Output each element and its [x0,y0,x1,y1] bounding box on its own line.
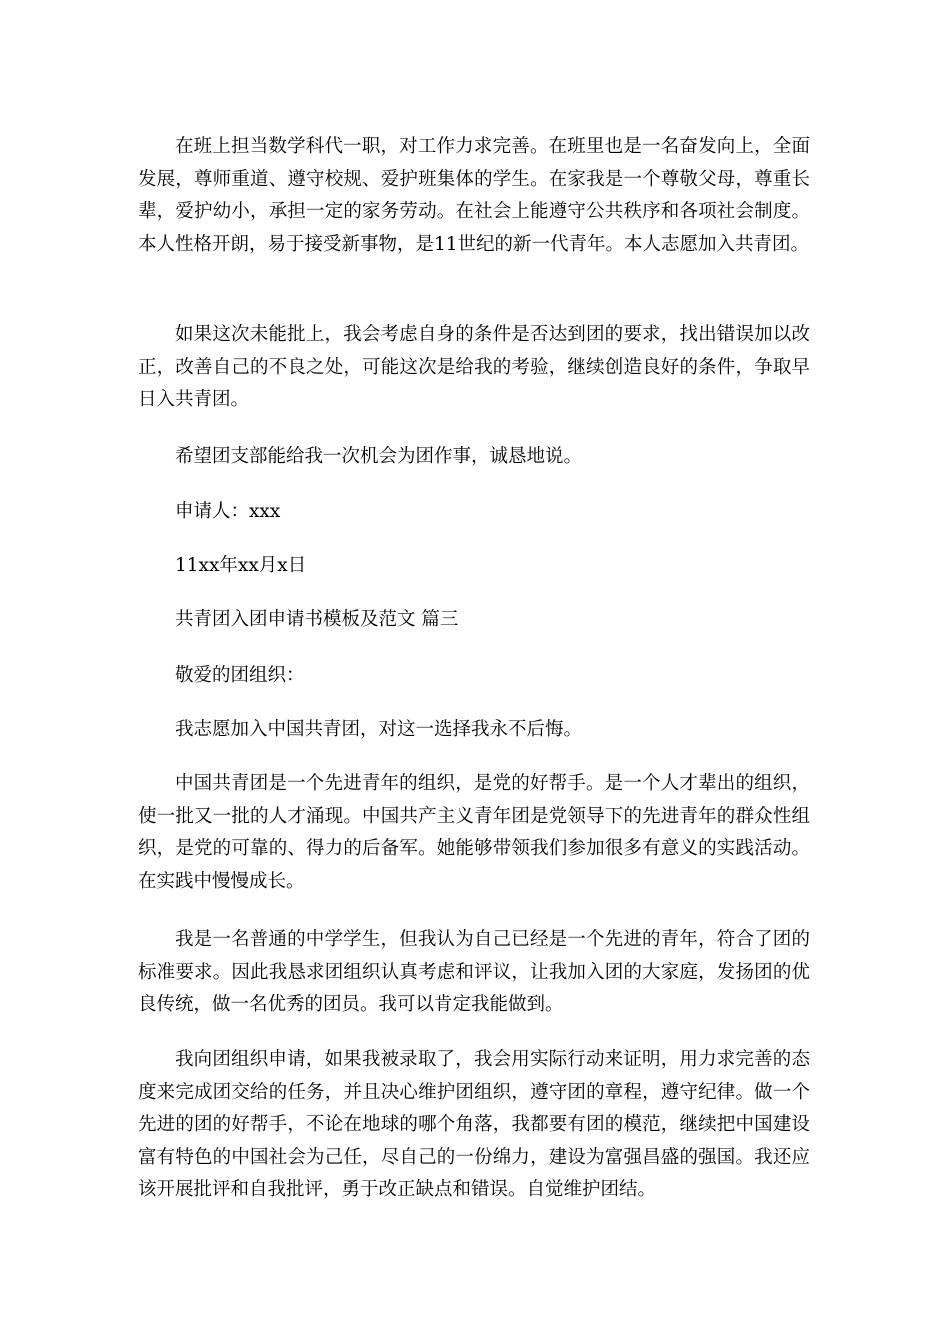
section-heading: 共青团入团申请书模板及范文 篇三 [175,609,459,630]
paragraph-hope-chance: 希望团支部能给我一次机会为团作事，诚恳地说。 [175,446,583,467]
paragraph-about-self: 我是一名普通的中学学生，但我认为自己已经是一个先进的青年，符合了团的标准要求。因此我恳求团组织认真考虑和评议，让我加入团的大家庭，发扬团的优良传统，做一名优秀的团员。我可以肯定我能做到。 [138,929,810,1015]
paragraph-if-not-approved: 如果这次未能批上，我会考虑自身的条件是否达到团的要求，找出错误加以改正，改善自己的不良之处，可能这次是给我的考验，继续创造良好的条件，争取早日入共青团。 [138,324,810,410]
paragraph-commitment: 我向团组织申请，如果我被录取了，我会用实际行动来证明，用力求完善的态度来完成团交给的任务，并且决心维护团组织，遵守团的章程，遵守纪律。做一个先进的团的好帮手，不论在地球的哪个角落，我都要有团的模范，继续把中国建设富有特色的中国社会为己任，尽自己的一份绵力，建设为富强昌盛的强国。我还应该开展批评和自我批评，勇于改正缺点和错误。自觉维护团结。 [138,1049,810,1200]
date-line: 11xx年xx月x日 [175,555,307,576]
salutation: 敬爱的团组织： [175,665,305,686]
paragraph-volunteer-statement: 我志愿加入中国共青团，对这一选择我永不后悔。 [175,719,583,740]
paragraph-about-league: 中国共青团是一个先进青年的组织，是党的好帮手。是一个人才辈出的组织，使一批又一批的人才涌现。中国共产主义青年团是党领导下的先进青年的群众性组织，是党的可靠的、得力的后备军。她能够带领我们参加很多有意义的实践活动。在实践中慢慢成长。 [138,773,810,892]
paragraph-self-introduction: 在班上担当数学科代一职，对工作力求完善。在班里也是一名奋发向上，全面发展，尊师重道、遵守校规、爱护班集体的学生。在家我是一个尊敬父母，尊重长辈，爱护幼小，承担一定的家务劳动。在社会上能遵守公共秩序和各项社会制度。本人性格开朗，易于接受新事物，是11世纪的新一代青年。本人志愿加入共青团。 [138,136,810,255]
applicant-signature-line: 申请人：xxx [175,501,281,522]
